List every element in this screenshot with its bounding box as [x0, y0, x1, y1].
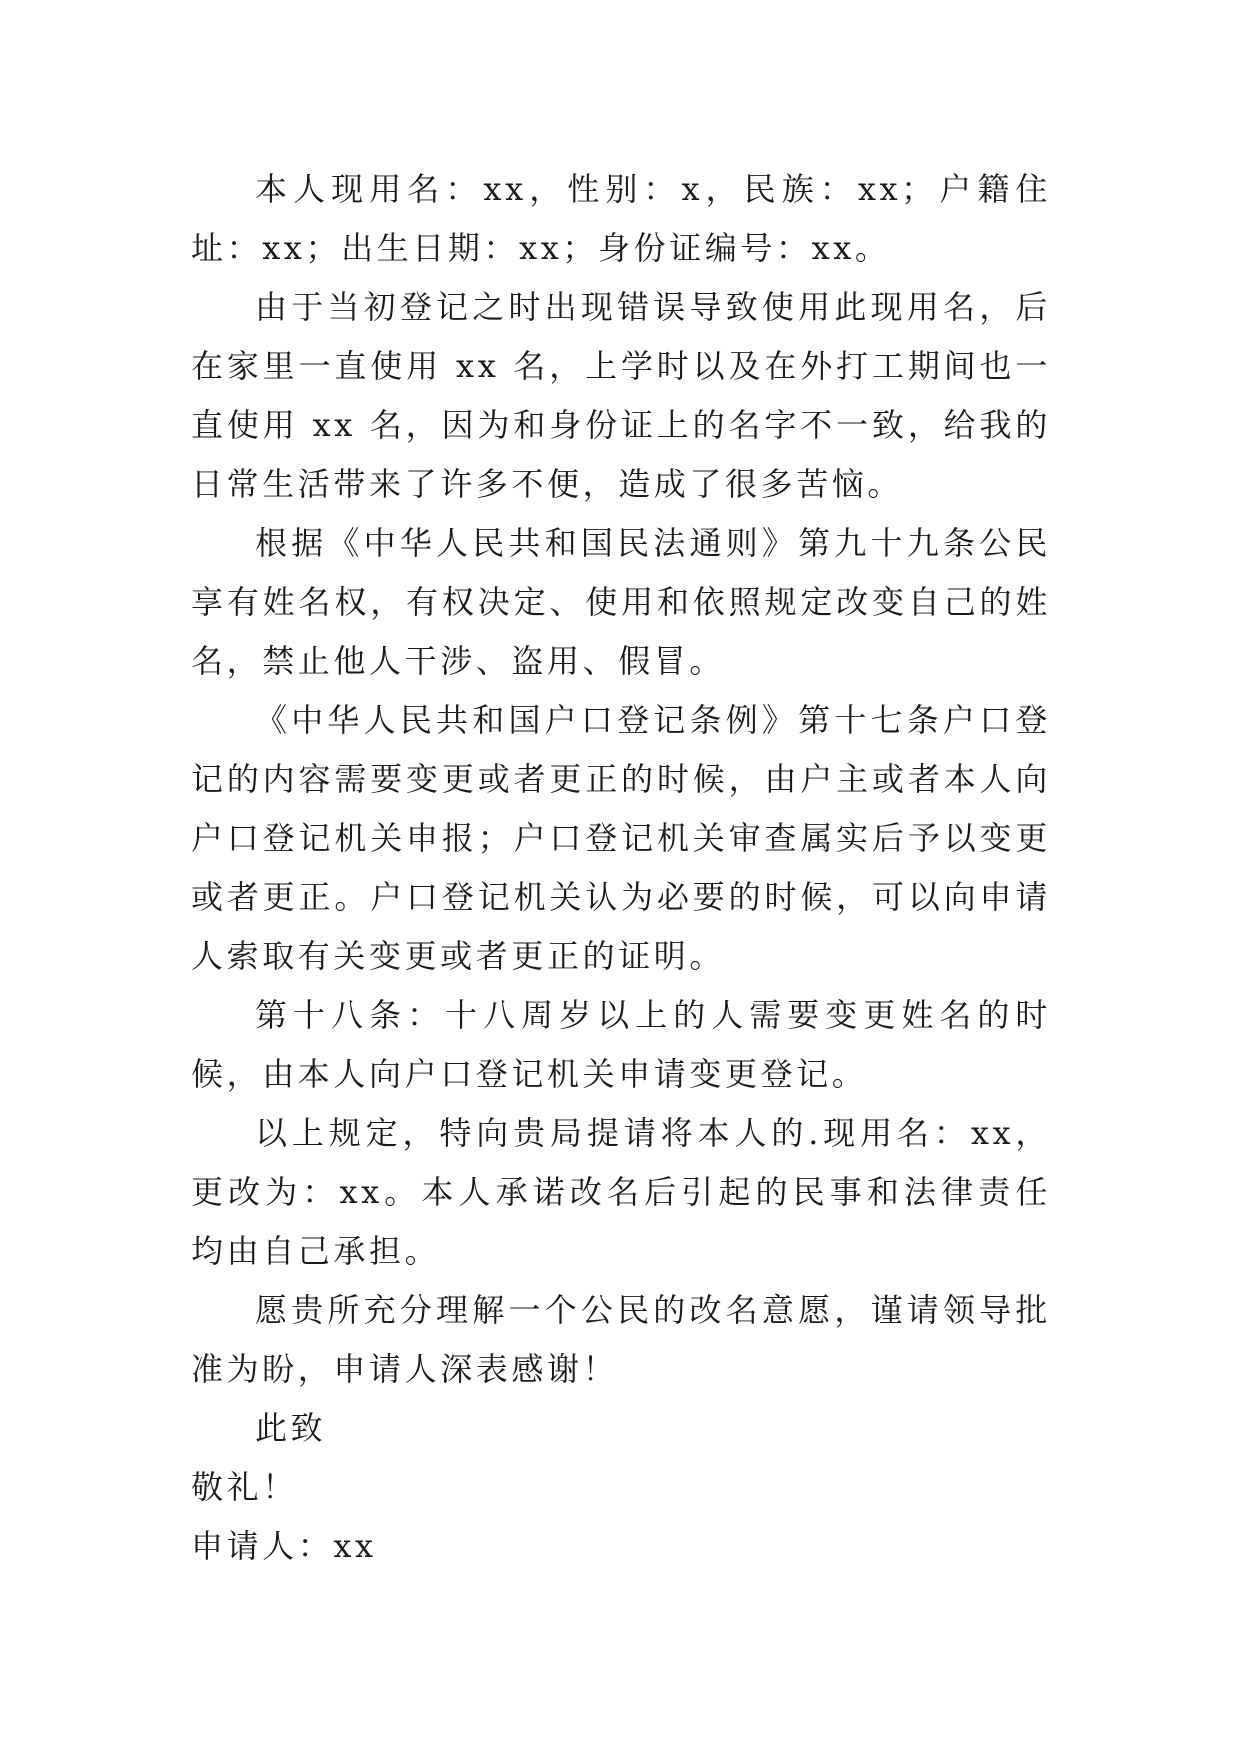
document-body [191, 160, 1051, 1576]
closing-line: 此致 [255, 1409, 327, 1447]
paragraph-registration-regulation-18: 第十八条：十八周岁以上的人需要变更姓名的时候，由本人向户口登记机关申请变更登记。 [191, 996, 1051, 1093]
paragraph-registration-regulation-17: 《中华人民共和国户口登记条例》第十七条户口登记的内容需要变更或者更正的时候，由户主或者本人向户口登记机关申报；户口登记机关审查属实后予以变更或者更正。户口登记机关认为必要的时候，可以向申请人索取有关变更或者更正的证明。 [191, 701, 1051, 975]
paragraph-civil-law: 根据《中华人民共和国民法通则》第九十九条公民享有姓名权，有权决定、使用和依照规定改变自己的姓名，禁止他人干涉、盗用、假冒。 [191, 524, 1051, 680]
paragraph-personal-info: 本人现用名：xx，性别：x，民族：xx；户籍住址：xx；出生日期：xx；身份证编号：xx。 [191, 170, 1051, 267]
paragraph-thanks: 愿贵所充分理解一个公民的改名意愿，谨请领导批准为盼，申请人深表感谢！ [191, 1291, 1051, 1388]
paragraph-reason: 由于当初登记之时出现错误导致使用此现用名，后在家里一直使用 xx 名，上学时以及在外打工期间也一直使用 xx 名，因为和身份证上的名字不一致，给我的日常生活带来了许多不便，造成了很多苦恼。 [191, 288, 1051, 503]
salutation-line: 敬礼！ [191, 1468, 298, 1506]
paragraph-request: 以上规定，特向贵局提请将本人的.现用名：xx，更改为：xx。本人承诺改名后引起的民事和法律责任均由自己承担。 [191, 1114, 1051, 1270]
signature-line: 申请人：xx [191, 1527, 377, 1565]
